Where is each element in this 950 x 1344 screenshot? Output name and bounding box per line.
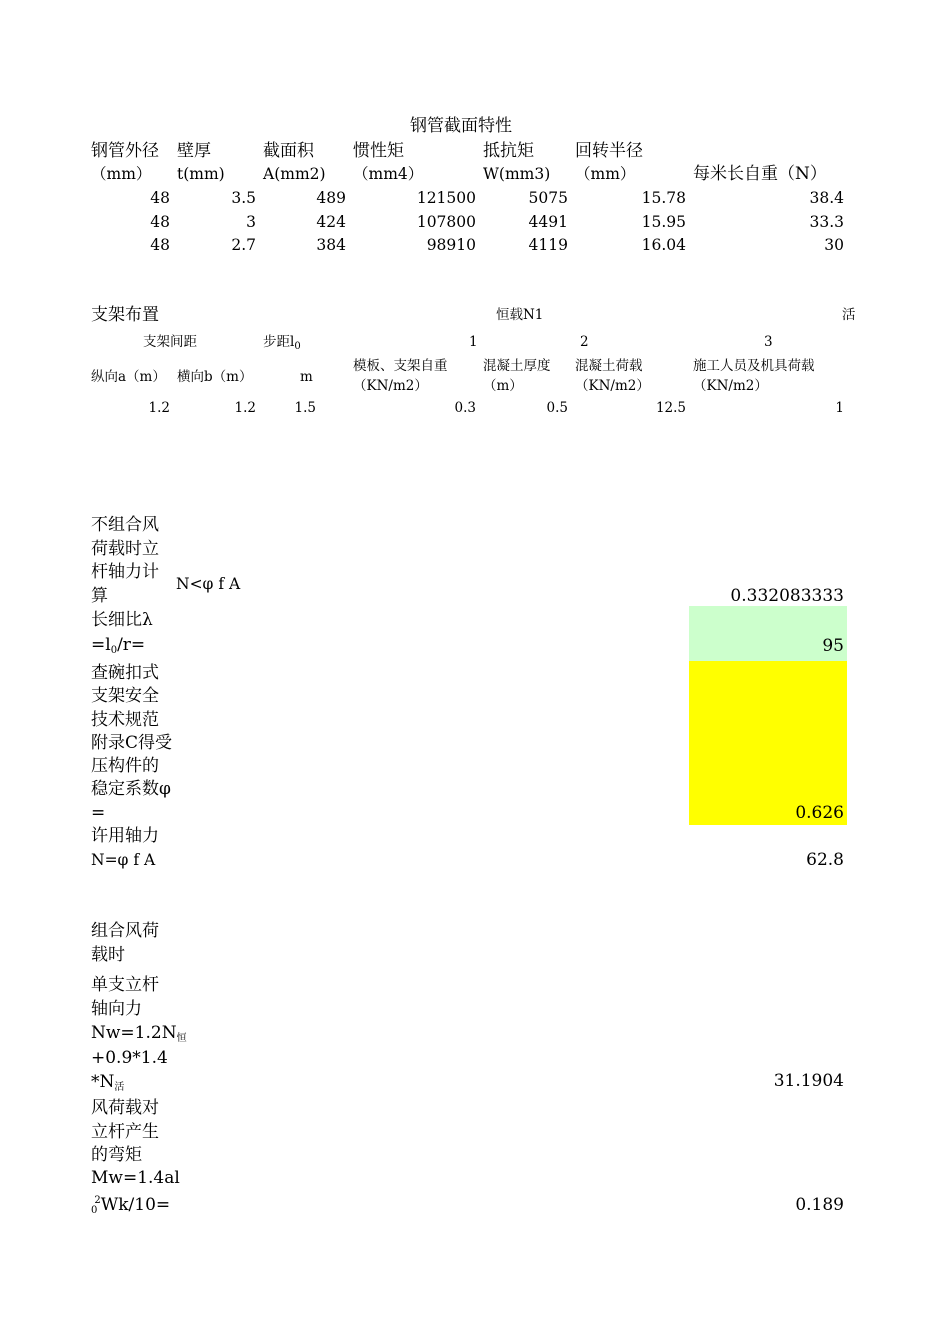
cell-area: 489 [316, 189, 346, 207]
header-step-m: m [300, 369, 313, 385]
value-concrete: 12.5 [655, 400, 686, 416]
header-inertia-unit: （mm4） [353, 165, 424, 183]
nw-value: 31.1904 [773, 1071, 844, 1091]
col-num-1: 1 [469, 334, 478, 350]
nw-formula-c: *N [91, 1072, 115, 1092]
cell-gyration: 15.95 [641, 213, 686, 231]
header-gyration-unit: （mm） [575, 165, 636, 183]
value-a: 1.2 [148, 400, 170, 416]
cell-inertia: 98910 [426, 236, 476, 254]
nw-formula-sub1: 恒 [176, 1033, 187, 1044]
header-outer-diameter: 钢管外径 [91, 141, 159, 161]
header-concrete-unit: （KN/m2） [575, 378, 650, 394]
header-wall-thickness-unit: t(mm) [177, 165, 225, 183]
cell-weight: 38.4 [809, 189, 844, 207]
slenderness-value: 95 [822, 636, 844, 656]
header-trans-b: 横向b（m） [177, 369, 253, 385]
single-axial-label: 单支立杆轴向力 [91, 975, 159, 1019]
col-num-3: 3 [764, 334, 773, 350]
cell-resist: 5075 [528, 189, 568, 207]
step-label-sub: 0 [294, 341, 301, 352]
header-area-unit: A(mm2) [263, 165, 326, 183]
header-workers-unit: （KN/m2） [693, 378, 768, 394]
slenderness-formula-b: /r= [117, 635, 146, 655]
mw-formula-b: Wk/10= [100, 1195, 171, 1215]
cell-resist: 4491 [528, 213, 568, 231]
value-b: 1.2 [234, 400, 256, 416]
support-spacing-label: 支架间距 [143, 334, 197, 350]
stability-value: 0.626 [795, 803, 844, 823]
nw-formula-sub2: 活 [114, 1082, 125, 1093]
stability-label: 查碗扣式支架安全技术规范附录C得受压构件的稳定系数φ= [91, 663, 173, 823]
col-num-2: 2 [580, 334, 589, 350]
wind-combination-label: 组合风荷载时 [91, 921, 159, 965]
allow-label: 许用轴力 [91, 826, 159, 846]
allow-value: 62.8 [806, 850, 844, 870]
value-thickness: 0.5 [546, 400, 568, 416]
section2-title: 支架布置 [91, 305, 159, 325]
cell-gyration: 16.04 [641, 236, 686, 254]
nw-formula-line3 [91, 1074, 124, 1093]
cell-diameter: 48 [150, 213, 170, 231]
header-concrete: 混凝土荷载 [575, 358, 643, 374]
dead-load-label: 恒载N1 [496, 307, 544, 323]
mw-formula-line1: Mw=1.4al [91, 1168, 180, 1188]
mw-formula-line2 [91, 1196, 170, 1216]
header-resist-moment: 抵抗矩 [483, 141, 534, 161]
value-workers: 1 [835, 400, 844, 416]
value-step: 1.5 [294, 400, 316, 416]
step-label [263, 336, 301, 352]
header-self-weight: 每米长自重（N） [693, 164, 827, 184]
cell-weight: 33.3 [809, 213, 844, 231]
header-area: 截面积 [263, 141, 314, 161]
cell-diameter: 48 [150, 236, 170, 254]
live-load-clipped: 活 [842, 307, 856, 323]
wind-moment-label: 风荷载对立杆产生的弯矩 [91, 1098, 159, 1165]
condition-formula: N<φ f A [176, 575, 241, 593]
cell-weight: 30 [824, 236, 844, 254]
cell-diameter: 48 [150, 189, 170, 207]
stability-cell-highlight [689, 661, 847, 825]
header-inertia: 惯性矩 [353, 141, 404, 161]
header-wall-thickness: 壁厚 [177, 141, 211, 161]
header-thickness: 混凝土厚度 [483, 358, 551, 374]
header-gyration: 回转半径 [575, 141, 643, 161]
mw-value: 0.189 [795, 1195, 844, 1215]
no-wind-axial-label: 不组合风荷载时立杆轴力计算 [91, 515, 159, 606]
nw-formula-line1 [91, 1025, 187, 1044]
mw-formula-sub: 0 [91, 1205, 98, 1216]
header-workers: 施工人员及机具荷载 [693, 358, 815, 374]
header-formwork: 模板、支架自重 [353, 358, 448, 374]
header-thickness-unit: （m） [483, 378, 523, 394]
value-formwork: 0.3 [454, 400, 476, 416]
nw-formula-line2: +0.9*1.4 [91, 1048, 168, 1068]
header-formwork-unit: （KN/m2） [353, 378, 428, 394]
header-long-a: 纵向a（m） [91, 369, 166, 385]
slenderness-label: 长细比λ [91, 610, 153, 630]
cell-thickness: 3 [246, 213, 256, 231]
allow-formula: N=φ f A [91, 851, 156, 869]
step-label-text: 步距l [263, 334, 295, 350]
cell-area: 384 [316, 236, 346, 254]
cell-area: 424 [316, 213, 346, 231]
header-resist-moment-unit: W(mm3) [483, 165, 551, 183]
cell-inertia: 107800 [416, 213, 476, 231]
nw-formula-a: Nw=1.2N [91, 1023, 177, 1043]
axial-value: 0.332083333 [730, 586, 844, 606]
section1-title: 钢管截面特性 [410, 116, 512, 136]
mw-formula-sup: 2 [94, 1195, 101, 1206]
header-outer-diameter-unit: （mm） [91, 165, 152, 183]
slenderness-formula-a: =l [91, 635, 111, 655]
cell-inertia: 121500 [416, 189, 476, 207]
cell-thickness: 2.7 [231, 236, 256, 254]
slenderness-formula-sub: 0 [110, 645, 118, 656]
slenderness-formula [91, 637, 145, 656]
cell-resist: 4119 [528, 236, 568, 254]
cell-thickness: 3.5 [231, 189, 256, 207]
cell-gyration: 15.78 [641, 189, 686, 207]
